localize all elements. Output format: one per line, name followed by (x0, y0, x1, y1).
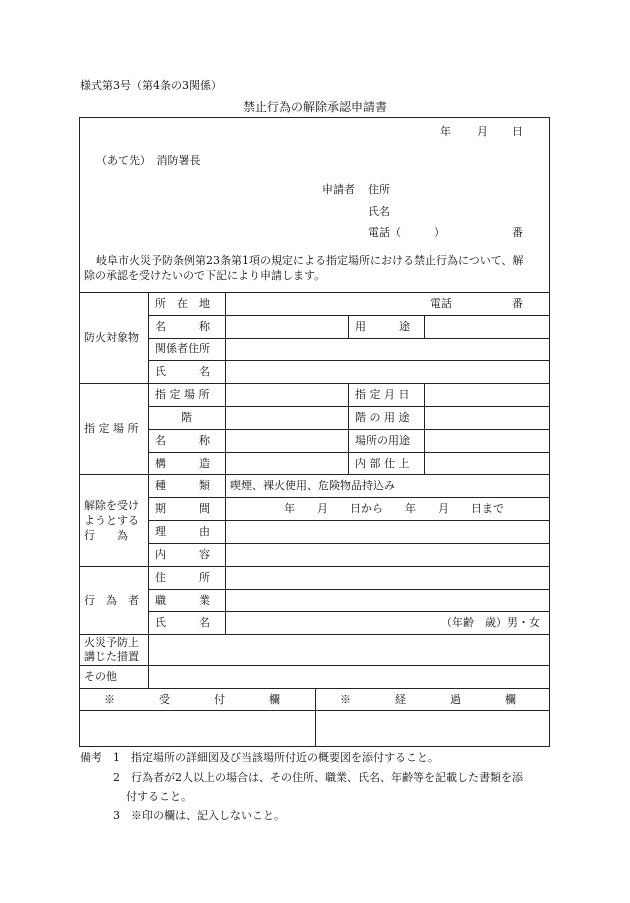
grid-line (348, 315, 349, 338)
grid-line (424, 315, 425, 338)
grid-line (148, 315, 550, 316)
period-value: 年 月 日から 年 月 日まで (284, 502, 504, 515)
date-day: 日 (512, 125, 523, 138)
actor-address-label: 住 所 (155, 571, 210, 584)
other-label: その他 (84, 670, 117, 683)
grid-line (424, 383, 425, 474)
date-month: 月 (477, 125, 488, 138)
applicant-name-label: 氏名 (368, 205, 390, 218)
grid-line (79, 566, 550, 567)
date-year: 年 (440, 125, 451, 138)
grid-line (348, 383, 349, 474)
phone-label: 電話 (430, 297, 452, 310)
fire-target-label: 防火対象物 (84, 331, 139, 344)
reason-label: 理 由 (155, 525, 210, 538)
application-form (79, 117, 550, 747)
use-label: 用 途 (355, 320, 410, 333)
note-2-continued: 付すること。 (126, 790, 192, 803)
applicant-address-label: 住所 (368, 183, 390, 196)
grid-line (79, 383, 550, 384)
location-label: 所 在 地 (155, 297, 210, 310)
type-label: 種 類 (155, 479, 210, 492)
related-address-label: 関係者住所 (155, 342, 210, 355)
grid-line (148, 292, 149, 688)
notes-heading: 備考 (80, 751, 102, 764)
grid-line (148, 338, 550, 339)
body-text-line-1: 岐阜市火災予防条例第23条第1項の規定による指定場所における禁止行為について、解 (96, 254, 524, 267)
grid-line (148, 429, 550, 430)
grid-line (315, 688, 316, 747)
form-number: 様式第3号（第4条の3関係） (80, 79, 222, 92)
addressee: （あて先） 消防署長 (96, 154, 201, 167)
type-value: 喫煙、裸火使用、危険物品持込み (230, 479, 395, 492)
reception-label: ※ 受 付 欄 (104, 693, 280, 706)
place-use-label: 場所の用途 (355, 434, 410, 447)
note-1: 1 指定場所の詳細図及び当該場所付近の概要図を添付すること。 (113, 751, 439, 764)
applicant-label: 申請者 (322, 183, 355, 196)
grid-line (148, 452, 550, 453)
designated-place-label: 指 定 場 所 (84, 422, 139, 435)
place-label: 指 定 場 所 (155, 388, 210, 401)
phone-suffix: 番 (512, 297, 523, 310)
related-name-label: 氏 名 (155, 365, 210, 378)
page-title: 禁止行為の解除承認申請書 (242, 100, 387, 114)
grid-line (148, 406, 550, 407)
actor-label: 行 為 者 (84, 594, 139, 607)
action-label-1: 解除を受け (84, 499, 139, 512)
grid-line (79, 634, 550, 635)
structure-label: 構 造 (155, 457, 210, 470)
target-name-label: 名 称 (155, 320, 210, 333)
note-2: 2 行為者が2人以上の場合は、その住所、職業、氏名、年齢等を記載した書類を添 (113, 771, 523, 784)
grid-line (148, 520, 550, 521)
floor-label: 階 (181, 411, 192, 424)
actor-name-label: 氏 名 (155, 616, 210, 629)
age-sex-label: （年齢 歳）男・女 (441, 616, 540, 629)
action-label-2: ようとする (84, 514, 139, 527)
grid-line (148, 543, 550, 544)
measures-label-1: 火災予防上 (84, 636, 139, 649)
grid-line (148, 360, 550, 361)
place-name-label: 名 称 (155, 434, 210, 447)
designated-date-label: 指 定 月 日 (355, 388, 410, 401)
content-label: 内 容 (155, 548, 210, 561)
grid-line (79, 474, 550, 475)
progress-label: ※ 経 過 欄 (340, 693, 516, 706)
applicant-phone-label: 電話（ ） (368, 226, 445, 239)
grid-line (79, 292, 550, 293)
action-label-3: 行 為 (84, 529, 128, 542)
measures-label-2: 講じた措置 (84, 650, 139, 663)
grid-line (148, 497, 550, 498)
note-3: 3 ※印の欄は、記入しないこと。 (113, 809, 285, 822)
applicant-phone-suffix: 番 (512, 226, 523, 239)
grid-line (148, 589, 550, 590)
interior-label: 内 部 仕 上 (355, 457, 410, 470)
grid-line (79, 665, 550, 666)
floor-use-label: 階 の 用 途 (355, 411, 410, 424)
period-label: 期 間 (155, 502, 210, 515)
grid-line (225, 292, 226, 634)
body-text-line-2: 除の承認を受けたいので下記により申請します。 (84, 269, 326, 282)
actor-job-label: 職 業 (155, 594, 210, 607)
grid-line (148, 611, 550, 612)
